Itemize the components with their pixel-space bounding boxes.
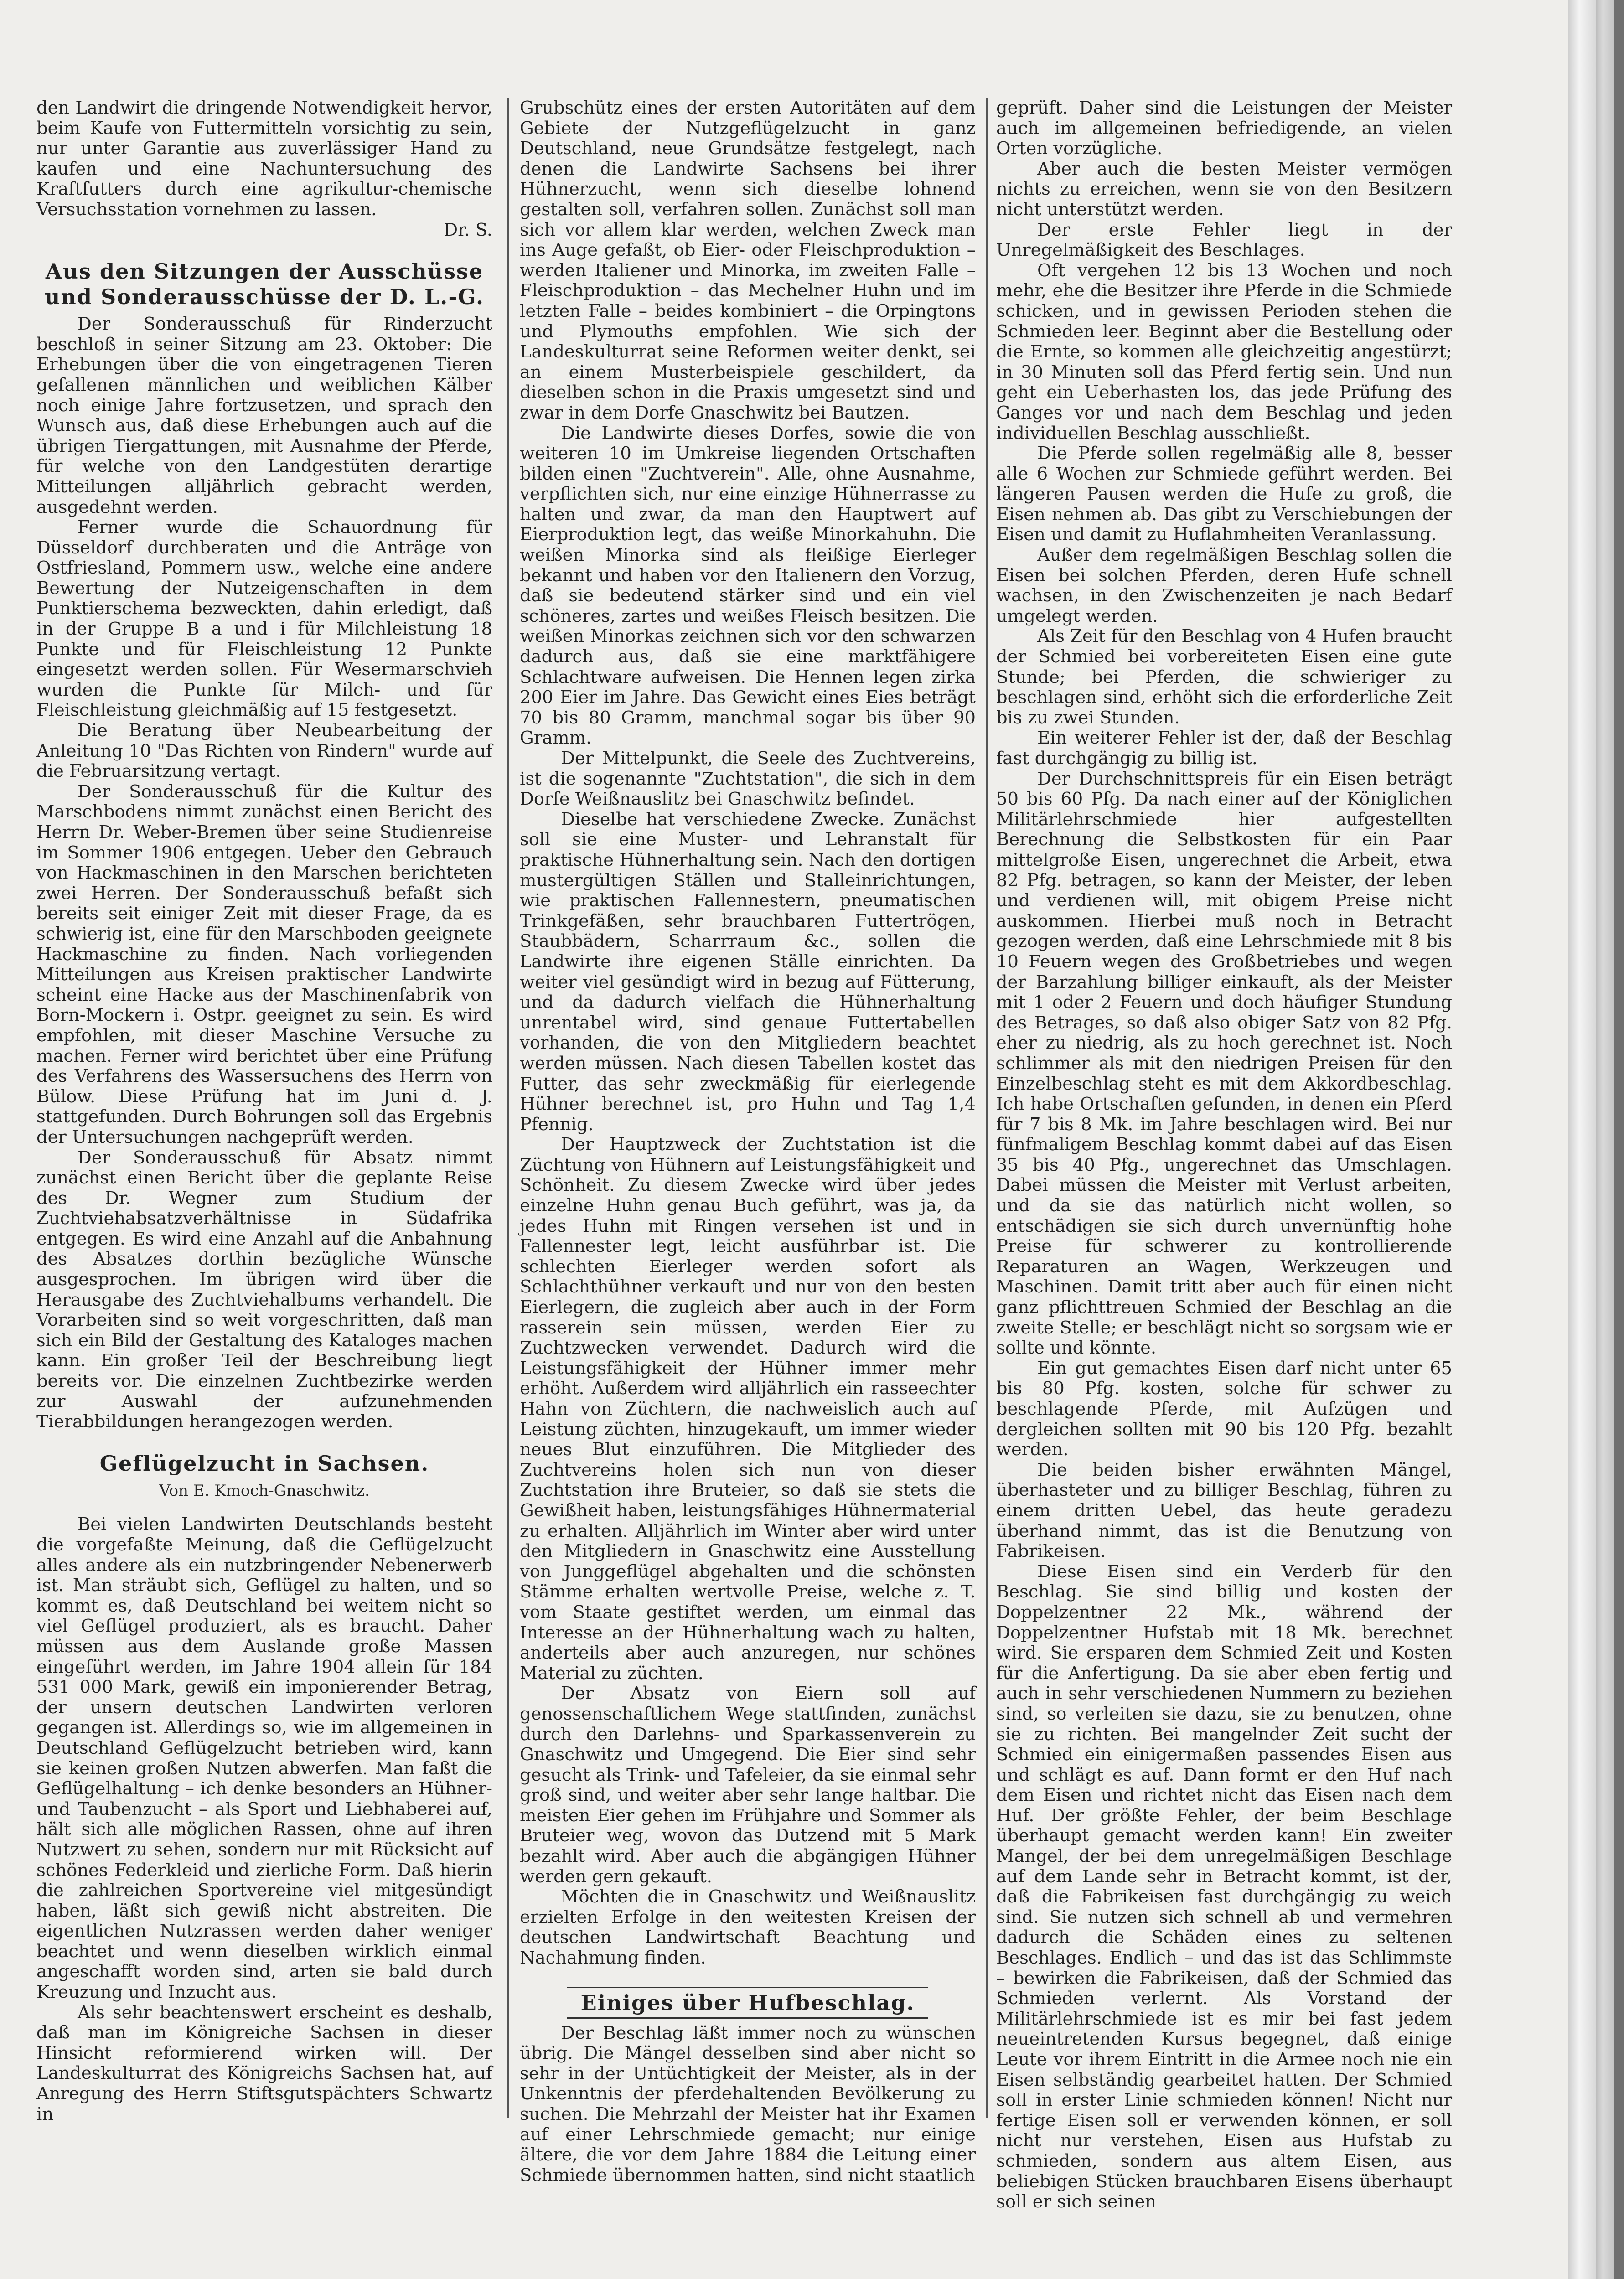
paragraph: Die Beratung über Neubearbeitung der Anleitung 10 "Das Richten von Rindern" wurde auf die Februarsitzung vertagt. xyxy=(36,720,492,782)
byline-author: Von E. Kmoch-Gnaschwitz. xyxy=(159,1481,370,1500)
paragraph: Als sehr beachtenswert erscheint es deshalb, daß man im Königreiche Sachsen in dieser Hinsicht reformierend wirken will. Der Landeskulturrat des Königreichs Sachsen hat, auf Anregung des Herrn Stiftsgutspächters Schwartz in xyxy=(36,2002,492,2124)
paragraph: Der Sonderausschuß für die Kultur des Marschbodens nimmt zunächst einen Bericht des Herrn Dr. Weber-Bremen über seine Studienreise im Sommer 1906 entgegen. Ueber den Gebrauch von Hackmaschinen in den Marschen berichteten zwei Herren. Der Sonderausschuß befaßt sich bereits seit einiger Zeit mit dieser Frage, da es schwierig ist, eine für den Marschboden geeignete Hackmaschine zu finden. Nach vorliegenden Mitteilungen aus Kreisen praktischer Landwirte scheint eine Hacke aus der Maschinenfabrik von Born-Mockern i. Ostpr. geeignet zu sein. Es wird empfohlen, mit dieser Maschine Versuche zu machen. Ferner wird berichtet über eine Prüfung des Verfahrens des Wassersuchens des Herrn von Bülow. Diese Prüfung hat im Juni d. J. stattgefunden. Durch Bohrungen soll das Ergebnis der Untersuchungen nachgeprüft werden. xyxy=(36,781,492,1147)
column-2 xyxy=(520,98,976,2186)
page-edge xyxy=(1568,0,1596,2279)
intro-paragraph: den Landwirt die dringende Notwendigkeit hervor, beim Kaufe von Futtermitteln vorsichtig zu sein, nur unter Garantie aus zuverlässiger Hand zu kaufen und eine Nachuntersuchung des Kraftfutters durch eine agrikultur-chemische Versuchsstation vornehmen zu lassen. xyxy=(36,98,492,220)
paragraph: Diese Eisen sind ein Verderb für den Beschlag. Sie sind billig und kosten der Doppelzentner 22 Mk., während der Doppelzentner Hufstab mit 18 Mk. berechnet wird. Sie ersparen dem Schmied Zeit und Kosten für die Anfertigung. Da sie aber eben fertig und auch in sehr verschiedenen Nummern zu beziehen sind, so verleiten sie dazu, sie zu benutzen, ohne sie zu richten. Bei mangelnder Zeit sucht der Schmied ein einigermaßen passendes Eisen aus und schlägt es auf. Dann formt er den Huf nach dem Eisen und richtet nicht das Eisen nach dem Huf. Der größte Fehler, der beim Beschlage überhaupt gemacht werden kann! Ein zweiter Mangel, der bei dem unregelmäßigen Beschlage auf dem Lande sehr in Betracht kommt, ist der, daß die Fabrikeisen fast durchgängig zu weich sind. Sie nutzen sich schnell ab und vermehren dadurch die Schäden eines zu seltenen Beschlages. Endlich – und das ist das Schlimmste – bewirken die Fabrikeisen, daß der Schmied das Schmieden verlernt. Als Vorstand der Militärlehrschmiede ist es mir bei fast jedem neueintretenden Kursus begegnet, daß einige Leute vor ihrem Eintritt in die Armee noch nie ein Eisen selbständig gearbeitet hatten. Der Schmied soll in erster Linie schmieden können! Nicht nur fertige Eisen soll er verwenden können, er soll nicht nur verstehen, Eisen aus Hufstab zu schmieden, sondern aus altem Eisen, aus beliebigen Stücken brauchbaren Eisens überhaupt soll er sich seinen xyxy=(996,1561,1452,2212)
paragraph: Die beiden bisher erwähnten Mängel, überhasteter und zu billiger Beschlag, führen zu einem dritten Uebel, das heute geradezu überhand nimmt, das ist die Benutzung von Fabrikeisen. xyxy=(996,1459,1452,1562)
heading-gefluegelzucht xyxy=(36,1451,492,1476)
paragraph: Der Sonderausschuß für Absatz nimmt zunächst einen Bericht über die geplante Reise des Dr. Wegner zum Studium der Zuchtviehabsatzverhältnisse in Südafrika entgegen. Es wird eine Anzahl auf die Anbahnung des Absatzes dorthin bezügliche Wünsche ausgesprochen. Im übrigen wird über die Herausgabe des Zuchtviehalbums verhandelt. Die Vorarbeiten sind so weit vorgeschritten, daß man sich ein Bild der Gestaltung des Kataloges machen kann. Ein großer Teil der Beschreibung liegt bereits vor. Die einzelnen Zuchtbezirke werden zur Auswahl der aufzunehmenden Tierabbildungen herangezogen werden. xyxy=(36,1147,492,1432)
paragraph: Ferner wurde die Schauordnung für Düsseldorf durchberaten und die Anträge von Ostfriesland, Pommern usw., welche eine andere Bewertung der Nutzeigenschaften in dem Punktierschema bezweckten, dahin erledigt, daß in der Gruppe B a und i für Milchleistung 18 Punkte und für Fleischleistung 12 Punkte eingesetzt werden sollen. Für Wesermarschvieh wurden die Punkte für Milch- und für Fleischleistung gleichmäßig auf 15 festgesetzt. xyxy=(36,517,492,721)
paragraph: Dieselbe hat verschiedene Zwecke. Zunächst soll sie eine Muster- und Lehranstalt für praktische Hühnerhaltung sein. Nach den dortigen mustergültigen Ställen und Stalleinrichtungen, wie praktischen Fallennestern, pneumatischen Trinkgefäßen, sehr brauchbaren Futtertrögen, Staubbädern, Scharrraum &c., sollen die Landwirte ihre eigenen Ställe einrichten. Da weiter viel gesündigt wird in bezug auf Fütterung, und da dadurch vielfach die Hühnerhaltung unrentabel wird, sind genaue Futtertabellen vorhanden, die von den Mitgliedern beachtet werden müssen. Nach diesen Tabellen kostet das Futter, das sehr zweckmäßig für eierlegende Hühner berechnet ist, pro Huhn und Tag 1,4 Pfennig. xyxy=(520,809,976,1135)
page-edge xyxy=(1596,0,1614,2279)
paragraph: geprüft. Daher sind die Leistungen der Meister auch im allgemeinen befriedigende, an vielen Orten vorzügliche. xyxy=(996,98,1452,159)
column-divider xyxy=(986,98,988,2118)
paragraph: Als Zeit für den Beschlag von 4 Hufen braucht der Schmied bei vorbereiteten Eisen eine gute Stunde; bei Pferden, die schwieriger zu beschlagen sind, erhöht sich die erforderliche Zeit bis zu zwei Stunden. xyxy=(996,626,1452,728)
heading-hufbeschlag xyxy=(520,1987,976,2019)
paragraph: Möchten die in Gnaschwitz und Weißnauslitz erzielten Erfolge in den weitesten Kreisen der deutschen Landwirtschaft Beachtung und Nachahmung finden. xyxy=(520,1886,976,1969)
paragraph: Der Beschlag läßt immer noch zu wünschen übrig. Die Mängel desselben sind aber nicht so sehr in der Untüchtigkeit der Meister, als in der Unkenntnis der pferdehaltenden Bevölkerung zu suchen. Die Mehrzahl der Meister hat ihr Examen auf einer Lehrschmiede gemacht; nur einige ältere, die vor dem Jahre 1884 die Leitung einer Schmiede übernommen hatten, sind nicht staatlich xyxy=(520,2022,976,2186)
paragraph: Bei vielen Landwirten Deutschlands besteht die vorgefaßte Meinung, daß die Geflügelzucht alles andere als ein nutzbringender Nebenerwerb ist. Man sträubt sich, Geflügel zu halten, und so kommt es, daß Deutschland bei weitem nicht so viel Geflügel produziert, als es braucht. Daher müssen aus dem Auslande große Massen eingeführt werden, im Jahre 1904 allein für 184 531 000 Mark, gewiß ein imponierender Betrag, der unsern deutschen Landwirten verloren gegangen ist. Allerdings so, wie im allgemeinen in Deutschland Geflügelzucht betrieben wird, kann sie keinen großen Nutzen abwerfen. Man faßt die Geflügelhaltung – ich denke besonders an Hühner- und Taubenzucht – als Sport und Liebhaberei auf, hält sich alle möglichen Rassen, ohne auf ihren Nutzwert zu sehen, sondern nur mit Rücksicht auf schönes Federkleid und zierliche Form. Daß hierin die zahlreichen Sportvereine viel mitgesündigt haben, läßt sich gewiß nicht abstreiten. Die eigentlichen Nutzrassen werden daher weniger beachtet und wenn dieselben wirklich einmal angeschafft worden sind, arten sie bald durch Kreuzung und Inzucht aus. xyxy=(36,1514,492,2003)
paragraph: Der Mittelpunkt, die Seele des Zuchtvereins, ist die sogenannte "Zuchtstation", die sich in dem Dorfe Weißnauslitz bei Gnaschwitz befindet. xyxy=(520,748,976,810)
heading-ausschuesse xyxy=(36,258,492,310)
heading-ausschuesse-text: Aus den Sitzungen der Ausschüsse und Sonderausschüsse der D. L.-G. xyxy=(44,259,485,310)
paragraph: Aber auch die besten Meister vermögen nichts zu erreichen, wenn sie von den Besitzern nicht unterstützt werden. xyxy=(996,158,1452,220)
column-1 xyxy=(36,98,492,2124)
paragraph: Oft vergehen 12 bis 13 Wochen und noch mehr, ehe die Besitzer ihre Pferde in die Schmiede schicken, und in gewissen Perioden stehen die Schmieden leer. Beginnt aber die Bestellung oder die Ernte, so kommen alle gleichzeitig angestürzt; in 30 Minuten soll das Pferd fertig sein. Und nun geht ein Ueberhasten los, das jede Prüfung des Ganges vor und nach dem Beschlag und jeden individuellen Beschlag ausschließt. xyxy=(996,260,1452,444)
paragraph: Ein weiterer Fehler ist der, daß der Beschlag fast durchgängig zu billig ist. xyxy=(996,728,1452,769)
intro-signature: Dr. S. xyxy=(444,219,492,240)
paragraph: Der Hauptzweck der Zuchtstation ist die Züchtung von Hühnern auf Leistungsfähigkeit und Schönheit. Zu diesem Zwecke wird über jedes einzelne Huhn genau Buch geführt, was ja, da jedes Huhn mit Ringen versehen ist und in Fallennester legt, leicht ausführbar ist. Die schlechten Eierleger werden sofort als Schlachthühner verkauft und nur von den besten Eierlegern, die zugleich aber auch in der Form rasserein sein müssen, werden Eier zu Zuchtzwecken verwendet. Dadurch wird die Leistungsfähigkeit der Hühner immer mehr erhöht. Außerdem wird alljährlich ein rasseechter Hahn von Züchtern, die nachweislich auch auf Leistung züchten, hinzugekauft, um immer wieder neues Blut einzuführen. Die Mitglieder des Zuchtvereins holen sich nun von dieser Zuchtstation ihre Bruteier, so daß sie stets die Gewißheit haben, leistungsfähiges Hühnermaterial zu erhalten. Alljährlich im Winter aber wird unter den Mitgliedern in Gnaschwitz eine Ausstellung von Junggeflügel abgehalten und die schönsten Stämme erhalten wertvolle Preise, welche z. T. vom Staate gestiftet werden, um einmal das Interesse an der Hühnerhaltung wach zu halten, anderteils aber auch anzuregen, nur schönes Material zu züchten. xyxy=(520,1134,976,1684)
paragraph: Die Landwirte dieses Dorfes, sowie die von weiteren 10 im Umkreise liegenden Ortschaften bilden einen "Zuchtverein". Alle, ohne Ausnahme, verpflichten sich, nur eine einzige Hühnerrasse zu halten und zwar, da man den Hauptwert auf Eierproduktion legt, das weiße Minorkahuhn. Die weißen Minorka sind als fleißige Eierleger bekannt und haben vor den Italienern den Vorzug, daß sie bedeutend stärker sind und ein viel schöneres, zartes und weißes Fleisch besitzen. Die weißen Minorkas zeichnen sich vor den schwarzen dadurch aus, daß sie eine marktfähigere Schlachtware aufweisen. Die Hennen legen zirka 200 Eier im Jahre. Das Gewicht eines Eies beträgt 70 bis 80 Gramm, manchmal sogar bis über 90 Gramm. xyxy=(520,423,976,749)
paragraph: Ein gut gemachtes Eisen darf nicht unter 65 bis 80 Pfg. kosten, solche für schwer zu beschlagende Pferde, mit Aufzügen und dergleichen sollten mit 90 bis 120 Pfg. bezahlt werden. xyxy=(996,1358,1452,1460)
paragraph: Die Pferde sollen regelmäßig alle 8, besser alle 6 Wochen zur Schmiede geführt werden. Bei längeren Pausen werden die Hufe zu groß, die Eisen nehmen ab. Das gibt zu Verschiebungen der Eisen und damit zu Huflahmheiten Veranlassung. xyxy=(996,443,1452,545)
paragraph: Der Sonderausschuß für Rinderzucht beschloß in seiner Sitzung am 23. Oktober: Die Erhebungen über die von eingetragenen Tieren gefallenen männlichen und weiblichen Kälber noch einige Jahre fortzusetzen, und sprach den Wunsch aus, daß diese Erhebungen auch auf die übrigen Tiergattungen, mit Ausnahme der Pferde, für welche von den Landgestüten derartige Mitteilungen alljährlich gebracht werden, ausgedehnt werden. xyxy=(36,314,492,517)
paragraph: Der erste Fehler liegt in der Unregelmäßigkeit des Beschlages. xyxy=(996,219,1452,261)
paragraph: Grubschütz eines der ersten Autoritäten auf dem Gebiete der Nutzgeflügelzucht in ganz Deutschland, neue Grundsätze festgelegt, nach denen die Landwirte Sachsens bei ihrer Hühnerzucht, wenn sich dieselbe lohnend gestalten soll, verfahren sollen. Zunächst soll man sich vor allem klar werden, welchen Zweck man ins Auge gefaßt, ob Eier- oder Fleischproduktion – werden Italiener und Minorka, im zweiten Falle – Fleischproduktion – das Mechelner Huhn und im letzten Falle – beides kombiniert – die Orpingtons und Plymouths empfohlen. Wie sich der Landeskulturrat seine Reformen weiter denkt, sei an einem Musterbeispiele geschildert, da dieselben schon in die Praxis umgesetzt sind und zwar in dem Dorfe Gnaschwitz bei Bautzen. xyxy=(520,98,976,423)
heading-hufbeschlag-text: Einiges über Hufbeschlag. xyxy=(567,1987,929,2019)
paragraph: Der Absatz von Eiern soll auf genossenschaftlichem Wege stattfinden, zunächst durch den Darlehns- und Sparkassenverein zu Gnaschwitz und Umgegend. Die Eier sind sehr gesucht als Trink- und Tafeleier, da sie einmal sehr groß sind, und weiter aber sehr lange haltbar. Die meisten Eier gehen im Frühjahre und Sommer als Bruteier weg, wovon das Dutzend mit 5 Mark bezahlt wird. Aber auch die abgängigen Hühner werden gern gekauft. xyxy=(520,1683,976,1887)
heading-gefluegelzucht-text: Geflügelzucht in Sachsen. xyxy=(99,1451,429,1476)
paragraph: Außer dem regelmäßigen Beschlag sollen die Eisen bei solchen Pferden, deren Hufe schnell wachsen, in den Zwischenzeiten je nach Bedarf umgelegt werden. xyxy=(996,545,1452,626)
paragraph: Der Durchschnittspreis für ein Eisen beträgt 50 bis 60 Pfg. Da nach einer auf der Königlichen Militärlehrschmiede hier aufgestellten Berechnung die Selbstkosten für ein Paar mittelgroße Eisen, ungerechnet die Arbeit, etwa 82 Pfg. betragen, so kann der Meister, der leben und verdienen will, mit obigem Preise nicht auskommen. Hierbei muß noch in Betracht gezogen werden, daß eine Lehrschmiede mit 8 bis 10 Feuern wegen des Großbetriebes und wegen der Barzahlung billiger einkauft, als der Meister mit 1 oder 2 Feuern und doch häufiger Stundung des Betrages, so daß also obiger Satz von 82 Pfg. eher zu niedrig, als zu hoch gerechnet ist. Noch schlimmer als mit den niedrigen Preisen für den Einzelbeschlag steht es mit dem Akkordbeschlag. Ich habe Ortschaften gefunden, in denen ein Pferd für 7 bis 8 Mk. im Jahre beschlagen wird. Bei nur fünfmaligem Beschlag kommt dabei auf das Eisen 35 bis 40 Pfg., ungerechnet das Umschlagen. Dabei müssen die Meister mit Verlust arbeiten, und da sie das natürlich nicht wollen, so entschädigen sie sich durch unvernünftig hohe Preise für schwerer zu kontrollierende Reparaturen an Wagen, Werkzeugen und Maschinen. Damit tritt aber auch für einen nicht ganz pflichttreuen Schmied der Beschlag an die zweite Stelle; er beschlägt nicht so sorgsam wie er sollte und könnte. xyxy=(996,768,1452,1359)
column-3 xyxy=(996,98,1452,2212)
column-divider xyxy=(507,98,509,2118)
